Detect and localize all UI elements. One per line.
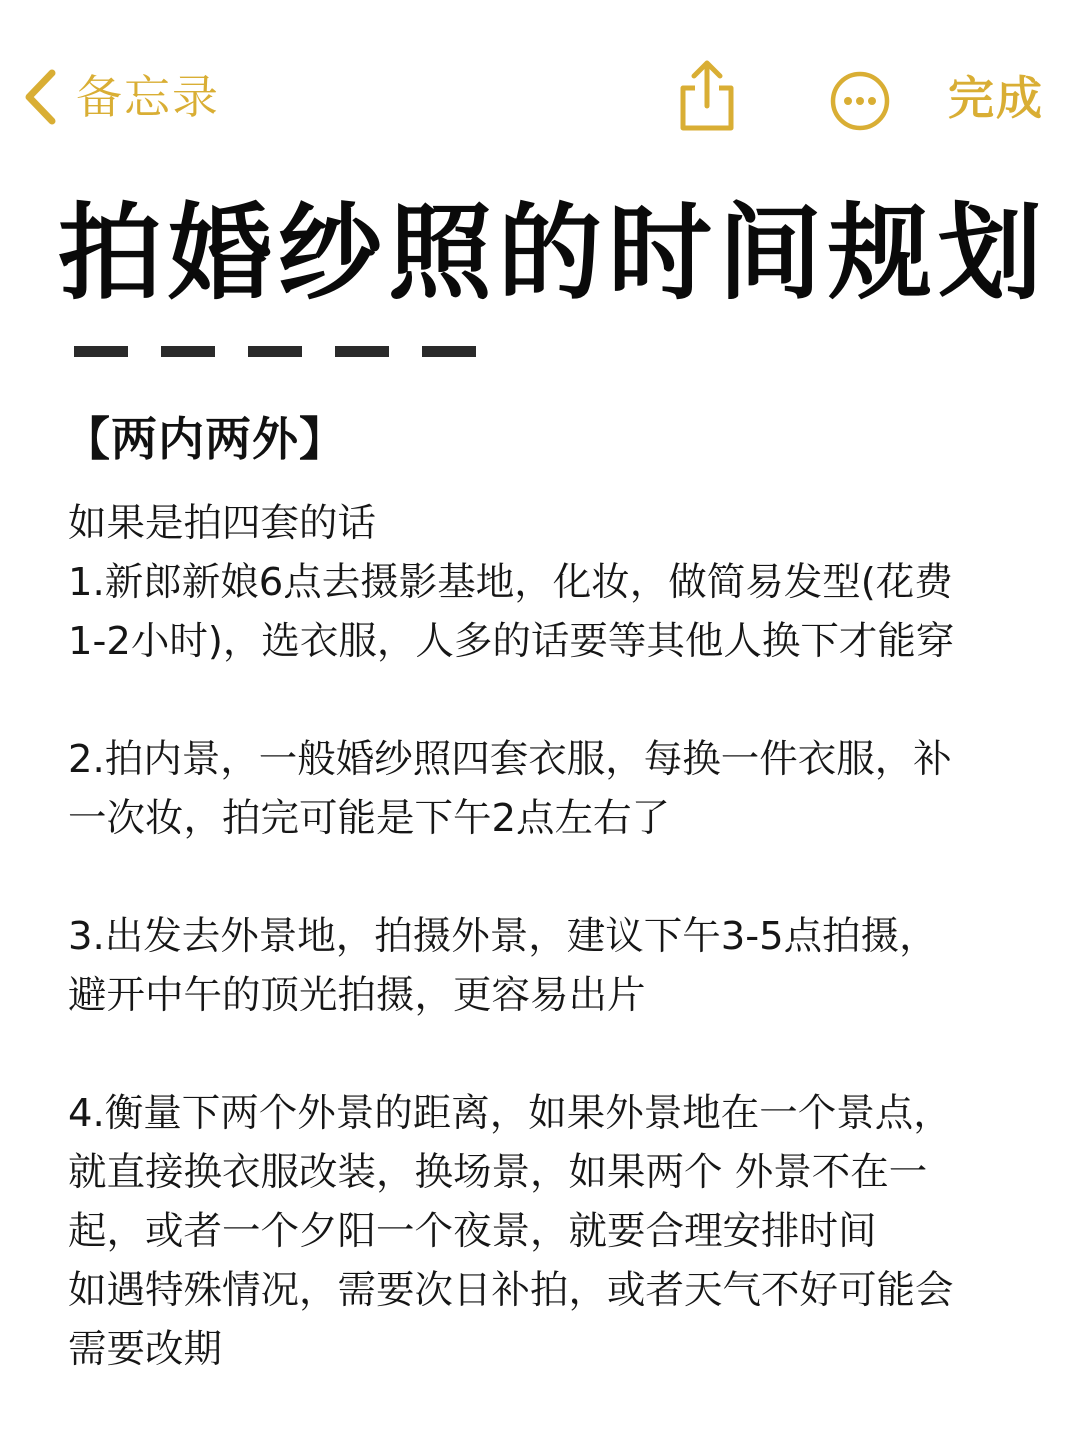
divider-dash	[248, 346, 302, 357]
more-button[interactable]	[829, 70, 891, 132]
dash-divider	[74, 346, 476, 358]
paragraph-gap	[68, 671, 1018, 730]
item-4-line-4: 如遇特殊情况，需要次日补拍，或者天气不好可能会	[68, 1268, 954, 1313]
item-3-line-2: 避开中午的顶光拍摄，更容易出片	[68, 973, 646, 1018]
navigation-bar	[0, 0, 1080, 190]
item-4-line-2: 就直接换衣服改装，换场景，如果两个 外景不在一	[68, 1150, 928, 1195]
more-icon	[829, 117, 891, 136]
item-1-line-1: 1.新郎新娘6点去摄影基地，化妆，做简易发型(花费	[68, 560, 953, 605]
divider-dash	[161, 346, 215, 357]
done-button[interactable]: 完成	[948, 71, 1044, 125]
section-heading: 【两内两外】	[64, 412, 346, 466]
item-1-line-2: 1-2小时)，选衣服，人多的话要等其他人换下才能穿	[68, 619, 955, 664]
back-button[interactable]	[22, 62, 220, 132]
item-2-line-2: 一次妆，拍完可能是下午2点左右了	[68, 796, 670, 841]
intro-line: 如果是拍四套的话	[68, 501, 377, 546]
paragraph-gap	[68, 848, 1018, 907]
paragraph-gap	[68, 1025, 1018, 1084]
share-button[interactable]	[676, 58, 738, 132]
divider-dash	[74, 346, 128, 357]
divider-dash	[335, 346, 389, 357]
divider-dash	[422, 346, 476, 357]
chevron-left-icon	[22, 69, 58, 125]
back-label: 备忘录	[76, 70, 220, 124]
item-4-line-1: 4.衡量下两个外景的距离，如果外景地在一个景点，	[68, 1091, 952, 1136]
item-4-line-5: 需要改期	[68, 1327, 223, 1372]
note-title: 拍婚纱照的时间规划	[58, 192, 1049, 314]
share-icon	[676, 117, 738, 136]
item-3-line-1: 3.出发去外景地，拍摄外景，建议下午3-5点拍摄，	[68, 914, 938, 959]
item-4-line-3: 起，或者一个夕阳一个夜景，就要合理安排时间	[68, 1209, 877, 1254]
note-body[interactable]	[68, 494, 1018, 1379]
item-2-line-1: 2.拍内景，一般婚纱照四套衣服，每换一件衣服，补	[68, 737, 952, 782]
